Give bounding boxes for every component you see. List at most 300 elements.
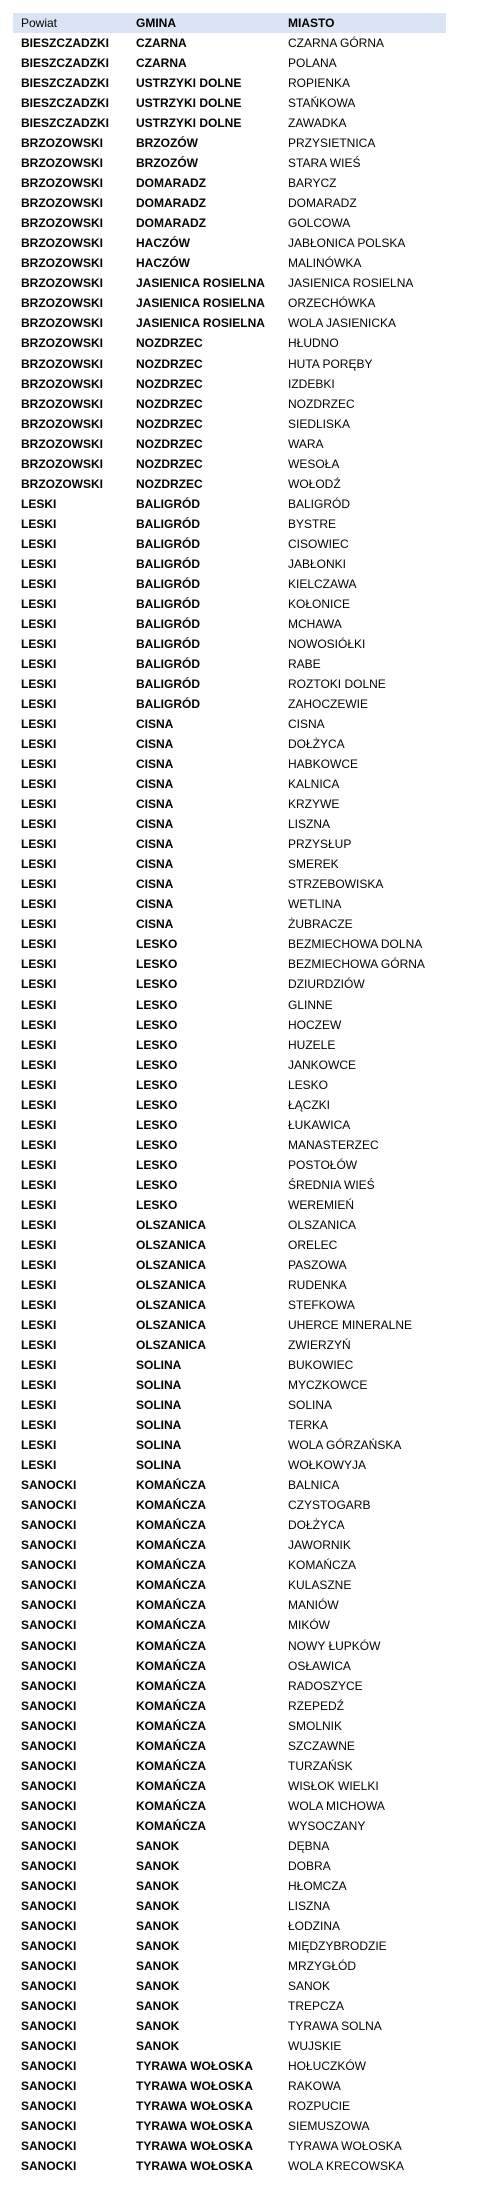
cell-miasto: HŁOMCZA — [288, 1878, 347, 1893]
cell-powiat: SANOCKI — [21, 2119, 77, 2134]
cell-miasto: ŁUKAWICA — [288, 1117, 351, 1132]
cell-gmina: SANOK — [136, 1858, 180, 1873]
cell-powiat: SANOCKI — [21, 1818, 77, 1833]
cell-miasto: ŁODZINA — [288, 1918, 341, 1933]
cell-powiat: LESKI — [21, 717, 57, 732]
table-row — [0, 1415, 491, 1435]
cell-powiat: LESKI — [21, 1277, 57, 1292]
cell-miasto: WOLA MICHOWA — [288, 1798, 385, 1813]
table-row — [0, 1796, 491, 1816]
cell-powiat: SANOCKI — [21, 1538, 77, 1553]
cell-miasto: BYSTRE — [288, 516, 337, 531]
cell-powiat: SANOCKI — [21, 1518, 77, 1533]
cell-gmina: KOMAŃCZA — [136, 1678, 206, 1693]
cell-miasto: TURZAŃSK — [288, 1758, 353, 1773]
table-row — [0, 2096, 491, 2116]
table-row — [0, 534, 491, 554]
cell-powiat: LESKI — [21, 656, 57, 671]
table-row — [0, 1115, 491, 1135]
cell-miasto: KALNICA — [288, 777, 340, 792]
cell-gmina: KOMAŃCZA — [136, 1738, 206, 1753]
cell-miasto: STRZEBOWISKA — [288, 877, 384, 892]
cell-miasto: OSŁAWICA — [288, 1658, 351, 1673]
table-row — [0, 414, 491, 434]
cell-miasto: NOZDRZEC — [288, 396, 355, 411]
cell-miasto: ZWIERZYŃ — [288, 1338, 351, 1353]
cell-powiat: SANOCKI — [21, 1898, 77, 1913]
cell-powiat: LESKI — [21, 616, 57, 631]
cell-powiat: SANOCKI — [21, 1658, 77, 1673]
table-row — [0, 1816, 491, 1836]
cell-gmina: SANOK — [136, 1938, 180, 1953]
cell-miasto: BARYCZ — [288, 176, 337, 191]
cell-gmina: LESKO — [136, 1097, 178, 1112]
cell-powiat: LESKI — [21, 877, 57, 892]
cell-powiat: BIESZCZADZKI — [21, 36, 109, 50]
table-row — [0, 454, 491, 474]
cell-miasto: TYRAWA WOŁOSKA — [288, 2139, 402, 2154]
cell-miasto: PRZYSIETNICA — [288, 136, 376, 151]
table-row — [0, 1435, 491, 1455]
cell-miasto: ROZTOKI DOLNE — [288, 677, 386, 691]
cell-gmina: SOLINA — [136, 1458, 182, 1473]
cell-miasto: CZYSTOGARB — [288, 1498, 371, 1513]
table-row — [0, 33, 491, 53]
table-row — [0, 1195, 491, 1215]
cell-miasto: BUKOWIEC — [288, 1358, 354, 1373]
cell-miasto: WETLINA — [288, 897, 342, 912]
cell-miasto: WOŁODŹ — [288, 476, 341, 491]
table-row — [0, 313, 491, 333]
cell-gmina: BALIGRÓD — [136, 616, 200, 631]
table-row — [0, 934, 491, 954]
cell-miasto: BALIGRÓD — [288, 496, 351, 511]
cell-gmina: BALIGRÓD — [136, 697, 200, 712]
table-row — [0, 1315, 491, 1335]
table-row — [0, 173, 491, 193]
table-row — [0, 1896, 491, 1916]
table-row — [0, 1936, 491, 1956]
table-row — [0, 1515, 491, 1535]
cell-powiat: SANOCKI — [21, 1858, 77, 1873]
cell-gmina: KOMAŃCZA — [136, 1718, 206, 1733]
cell-miasto: MIKÓW — [288, 1618, 330, 1633]
table-row — [0, 1295, 491, 1315]
cell-powiat: SANOCKI — [21, 2099, 77, 2114]
table-row — [0, 1716, 491, 1736]
table-row — [0, 1075, 491, 1095]
cell-powiat: SANOCKI — [21, 1618, 77, 1633]
cell-gmina: KOMAŃCZA — [136, 1818, 206, 1833]
cell-powiat: LESKI — [21, 1338, 57, 1353]
cell-powiat: BRZOZOWSKI — [21, 196, 103, 211]
cell-powiat: LESKI — [21, 1077, 57, 1092]
table-row — [0, 1976, 491, 1996]
table-row — [0, 1615, 491, 1635]
cell-gmina: CISNA — [136, 857, 174, 872]
table-row — [0, 874, 491, 894]
cell-miasto: NOWY ŁUPKÓW — [288, 1638, 381, 1653]
cell-powiat: LESKI — [21, 977, 57, 992]
table-row — [0, 1375, 491, 1395]
table-row — [0, 193, 491, 213]
cell-gmina: SANOK — [136, 1878, 180, 1893]
table-row — [0, 2056, 491, 2076]
table-header-row — [13, 13, 446, 33]
table-row — [0, 1876, 491, 1896]
table-row — [0, 2036, 491, 2056]
cell-gmina: BALIGRÓD — [136, 596, 200, 611]
cell-gmina: OLSZANICA — [136, 1297, 206, 1312]
cell-gmina: BALIGRÓD — [136, 556, 200, 571]
cell-powiat: LESKI — [21, 1378, 57, 1393]
cell-gmina: LESKO — [136, 1117, 178, 1132]
cell-miasto: SANOK — [288, 1979, 331, 1994]
cell-powiat: SANOCKI — [21, 1718, 77, 1733]
cell-gmina: HACZÓW — [136, 236, 190, 251]
table-row — [0, 1275, 491, 1295]
table-row — [0, 634, 491, 654]
cell-miasto: DZIURDZIÓW — [288, 977, 365, 992]
cell-gmina: SOLINA — [136, 1438, 182, 1453]
cell-miasto: JANKOWCE — [288, 1057, 357, 1072]
cell-gmina: DOMARADZ — [136, 216, 206, 231]
cell-gmina: DOMARADZ — [136, 196, 206, 211]
cell-miasto: TREPCZA — [288, 1999, 345, 2014]
cell-powiat: SANOCKI — [21, 2039, 77, 2054]
cell-gmina: TYRAWA WOŁOSKA — [136, 2079, 253, 2094]
cell-gmina: NOZDRZEC — [136, 396, 203, 411]
cell-powiat: LESKI — [21, 757, 57, 772]
table-row — [0, 774, 491, 794]
cell-miasto: HABKOWCE — [288, 757, 359, 772]
cell-miasto: JAWORNIK — [288, 1538, 351, 1553]
cell-powiat: LESKI — [21, 556, 57, 571]
cell-gmina: NOZDRZEC — [136, 356, 203, 371]
cell-powiat: BRZOZOWSKI — [21, 376, 103, 391]
cell-miasto: DĘBNA — [288, 1838, 330, 1853]
cell-miasto: WYSOCZANY — [288, 1818, 366, 1833]
table-row — [0, 1836, 491, 1856]
cell-powiat: SANOCKI — [21, 1878, 77, 1893]
table-row — [0, 1776, 491, 1796]
cell-powiat: SANOCKI — [21, 1558, 77, 1573]
cell-gmina: LESKO — [136, 1017, 178, 1032]
cell-gmina: KOMAŃCZA — [136, 1518, 206, 1533]
cell-miasto: WARA — [288, 436, 324, 451]
cell-gmina: BALIGRÓD — [136, 656, 200, 671]
cell-gmina: LESKO — [136, 997, 178, 1012]
cell-miasto: NOWOSIÓŁKI — [288, 636, 366, 651]
cell-gmina: TYRAWA WOŁOSKA — [136, 2159, 253, 2174]
cell-miasto: ŚREDNIA WIEŚ — [288, 1177, 375, 1192]
table-row — [0, 954, 491, 974]
cell-gmina: KOMAŃCZA — [136, 1498, 206, 1513]
cell-powiat: BRZOZOWSKI — [21, 316, 103, 331]
cell-powiat: LESKI — [21, 1398, 57, 1413]
table-row — [0, 53, 491, 73]
cell-miasto: DOŁŻYCA — [288, 737, 345, 752]
table-row — [0, 1475, 491, 1495]
table-row — [0, 2076, 491, 2096]
table-row — [0, 854, 491, 874]
cell-miasto: CISNA — [288, 717, 325, 732]
cell-powiat: LESKI — [21, 937, 57, 952]
cell-powiat: LESKI — [21, 1137, 57, 1152]
cell-powiat: LESKI — [21, 1097, 57, 1112]
cell-powiat: LESKI — [21, 697, 57, 712]
cell-miasto: DOBRA — [288, 1858, 331, 1873]
cell-miasto: KOMAŃCZA — [288, 1558, 357, 1573]
cell-powiat: SANOCKI — [21, 2019, 77, 2034]
cell-gmina: TYRAWA WOŁOSKA — [136, 2099, 253, 2114]
cell-gmina: TYRAWA WOŁOSKA — [136, 2059, 253, 2074]
table-body — [0, 33, 491, 2176]
table-row — [0, 354, 491, 374]
cell-gmina: LESKO — [136, 937, 178, 952]
cell-gmina: SANOK — [136, 2019, 180, 2034]
cell-gmina: KOMAŃCZA — [136, 1558, 206, 1573]
cell-gmina: KOMAŃCZA — [136, 1778, 206, 1793]
cell-miasto: ROPIENKA — [288, 76, 351, 91]
cell-miasto: WUJSKIE — [288, 2039, 342, 2054]
cell-powiat: SANOCKI — [21, 2139, 77, 2154]
cell-gmina: NOZDRZEC — [136, 336, 203, 351]
cell-miasto: PRZYSŁUP — [288, 837, 352, 852]
cell-powiat: BRZOZOWSKI — [21, 176, 103, 191]
table-row — [0, 2016, 491, 2036]
header-powiat: Powiat — [21, 16, 58, 30]
cell-miasto: WOLA JASIENICKA — [288, 316, 397, 331]
table-row — [0, 995, 491, 1015]
cell-gmina: LESKO — [136, 1177, 178, 1192]
cell-miasto: BEZMIECHOWA GÓRNA — [288, 957, 425, 972]
cell-powiat: LESKI — [21, 797, 57, 812]
cell-miasto: MYCZKOWCE — [288, 1378, 368, 1393]
cell-powiat: SANOCKI — [21, 1979, 77, 1994]
cell-powiat: LESKI — [21, 1297, 57, 1312]
cell-gmina: LESKO — [136, 1137, 178, 1152]
cell-miasto: ZAHOCZEWIE — [288, 697, 368, 712]
cell-miasto: MCHAWA — [288, 616, 342, 631]
cell-powiat: SANOCKI — [21, 1598, 77, 1613]
cell-miasto: GOLCOWA — [288, 216, 351, 231]
cell-powiat: LESKI — [21, 857, 57, 872]
table-row — [0, 213, 491, 233]
cell-powiat: BRZOZOWSKI — [21, 136, 103, 151]
cell-miasto: JABŁONKI — [288, 556, 347, 571]
cell-gmina: SANOK — [136, 1999, 180, 2014]
cell-miasto: STEFKOWA — [288, 1297, 355, 1312]
cell-gmina: BALIGRÓD — [136, 636, 200, 651]
cell-gmina: CISNA — [136, 757, 174, 772]
cell-powiat: BIESZCZADZKI — [21, 56, 109, 71]
table-row — [0, 614, 491, 634]
cell-powiat: LESKI — [21, 536, 57, 551]
table-row — [0, 494, 491, 514]
cell-gmina: SANOK — [136, 1918, 180, 1933]
cell-powiat: LESKI — [21, 837, 57, 852]
cell-miasto: ROZPUCIE — [288, 2099, 351, 2114]
cell-powiat: LESKI — [21, 1358, 57, 1373]
cell-miasto: OLSZANICA — [288, 1217, 357, 1232]
table-row — [0, 1736, 491, 1756]
cell-miasto: POLANA — [288, 56, 337, 71]
cell-powiat: LESKI — [21, 1438, 57, 1453]
cell-gmina: KOMAŃCZA — [136, 1598, 206, 1613]
cell-powiat: LESKI — [21, 596, 57, 611]
cell-gmina: JASIENICA ROSIELNA — [136, 296, 265, 311]
table-row — [0, 1215, 491, 1235]
cell-powiat: LESKI — [21, 777, 57, 792]
cell-gmina: BALIGRÓD — [136, 576, 200, 591]
cell-miasto: KOŁONICE — [288, 596, 351, 611]
cell-gmina: NOZDRZEC — [136, 436, 203, 451]
cell-powiat: BRZOZOWSKI — [21, 336, 103, 351]
cell-miasto: DOMARADZ — [288, 196, 357, 211]
cell-powiat: LESKI — [21, 1177, 57, 1192]
table-row — [0, 273, 491, 293]
cell-miasto: CZARNA GÓRNA — [288, 36, 385, 50]
cell-gmina: BALIGRÓD — [136, 516, 200, 531]
cell-miasto: HUTA PORĘBY — [288, 356, 373, 371]
table-row — [0, 654, 491, 674]
table-row — [0, 554, 491, 574]
cell-gmina: NOZDRZEC — [136, 476, 203, 491]
cell-gmina: CISNA — [136, 737, 174, 752]
cell-miasto: TYRAWA SOLNA — [288, 2019, 382, 2034]
cell-miasto: JABŁONICA POLSKA — [288, 236, 406, 251]
cell-powiat: SANOCKI — [21, 1999, 77, 2014]
cell-gmina: LESKO — [136, 1077, 178, 1092]
table-row — [0, 1676, 491, 1696]
header-miasto: MIASTO — [288, 16, 335, 30]
cell-powiat: BRZOZOWSKI — [21, 296, 103, 311]
cell-miasto: WOŁKOWYJA — [288, 1458, 367, 1473]
cell-gmina: SOLINA — [136, 1378, 182, 1393]
cell-miasto: PASZOWA — [288, 1257, 347, 1272]
cell-powiat: LESKI — [21, 677, 57, 691]
table-row — [0, 374, 491, 394]
cell-gmina: USTRZYKI DOLNE — [136, 76, 242, 91]
cell-powiat: LESKI — [21, 897, 57, 912]
table-row — [0, 2156, 491, 2176]
cell-miasto: WOLA GÓRZAŃSKA — [288, 1438, 402, 1453]
table-row — [0, 1335, 491, 1355]
table-row — [0, 1996, 491, 2016]
cell-gmina: CISNA — [136, 837, 174, 852]
cell-miasto: ZAWADKA — [288, 116, 347, 131]
table-row — [0, 1575, 491, 1595]
cell-gmina: BALIGRÓD — [136, 496, 200, 511]
cell-miasto: KRZYWE — [288, 797, 340, 812]
cell-gmina: JASIENICA ROSIELNA — [136, 276, 265, 291]
table-row — [0, 2116, 491, 2136]
cell-gmina: OLSZANICA — [136, 1277, 206, 1292]
table-row — [0, 1916, 491, 1936]
table-row — [0, 714, 491, 734]
cell-miasto: WEREMIEŃ — [288, 1197, 354, 1212]
table-row — [0, 394, 491, 414]
table-row — [0, 694, 491, 714]
cell-gmina: CISNA — [136, 817, 174, 832]
cell-powiat: SANOCKI — [21, 1498, 77, 1513]
table-row — [0, 1155, 491, 1175]
table-row — [0, 333, 491, 353]
table-row — [0, 814, 491, 834]
cell-powiat: LESKI — [21, 496, 57, 511]
cell-gmina: CZARNA — [136, 36, 187, 50]
cell-gmina: KOMAŃCZA — [136, 1658, 206, 1673]
cell-powiat: BRZOZOWSKI — [21, 456, 103, 471]
cell-gmina: NOZDRZEC — [136, 376, 203, 391]
cell-miasto: MANASTERZEC — [288, 1137, 379, 1152]
cell-gmina: OLSZANICA — [136, 1237, 206, 1252]
cell-gmina: JASIENICA ROSIELNA — [136, 316, 265, 331]
table-row — [0, 293, 491, 313]
cell-powiat: BIESZCZADZKI — [21, 116, 109, 131]
cell-powiat: LESKI — [21, 1257, 57, 1272]
cell-powiat: LESKI — [21, 1117, 57, 1132]
cell-miasto: IZDEBKI — [288, 376, 335, 391]
cell-gmina: OLSZANICA — [136, 1318, 206, 1332]
cell-miasto: WISŁOK WIELKI — [288, 1778, 379, 1793]
cell-powiat: BRZOZOWSKI — [21, 436, 103, 451]
cell-powiat: SANOCKI — [21, 1578, 77, 1593]
table-row — [0, 253, 491, 273]
table-row — [0, 474, 491, 494]
table-row — [0, 233, 491, 253]
table-row — [0, 1235, 491, 1255]
table-row — [0, 1055, 491, 1075]
cell-powiat: LESKI — [21, 1237, 57, 1252]
cell-miasto: WESOŁA — [288, 456, 340, 471]
cell-powiat: LESKI — [21, 817, 57, 832]
cell-miasto: ŁĄCZKI — [288, 1097, 331, 1112]
cell-gmina: NOZDRZEC — [136, 416, 203, 431]
cell-powiat: BRZOZOWSKI — [21, 256, 103, 271]
table-row — [0, 73, 491, 93]
table-row — [0, 1175, 491, 1195]
cell-gmina: USTRZYKI DOLNE — [136, 116, 242, 131]
cell-gmina: CZARNA — [136, 56, 187, 71]
cell-powiat: LESKI — [21, 1458, 57, 1473]
cell-miasto: MRZYGŁÓD — [288, 1959, 357, 1973]
table-row — [0, 1696, 491, 1716]
cell-gmina: BRZOZÓW — [136, 136, 198, 151]
cell-miasto: RZEPEDŹ — [288, 1698, 345, 1713]
cell-miasto: RABE — [288, 656, 321, 671]
cell-powiat: LESKI — [21, 1217, 57, 1232]
cell-gmina: CISNA — [136, 797, 174, 812]
cell-gmina: USTRZYKI DOLNE — [136, 96, 242, 111]
cell-gmina: NOZDRZEC — [136, 456, 203, 471]
cell-miasto: JASIENICA ROSIELNA — [288, 276, 414, 291]
cell-gmina: KOMAŃCZA — [136, 1538, 206, 1553]
cell-powiat: BIESZCZADZKI — [21, 96, 109, 111]
table-row — [0, 1856, 491, 1876]
cell-powiat: SANOCKI — [21, 1918, 77, 1933]
table-row — [0, 1135, 491, 1155]
table-row — [0, 1495, 491, 1515]
cell-miasto: KULASZNE — [288, 1578, 352, 1593]
cell-miasto: HOCZEW — [288, 1017, 342, 1032]
cell-powiat: SANOCKI — [21, 1638, 77, 1653]
table-row — [0, 894, 491, 914]
cell-miasto: GLINNE — [288, 997, 333, 1012]
cell-gmina: KOMAŃCZA — [136, 1758, 206, 1773]
table-row — [0, 1255, 491, 1275]
